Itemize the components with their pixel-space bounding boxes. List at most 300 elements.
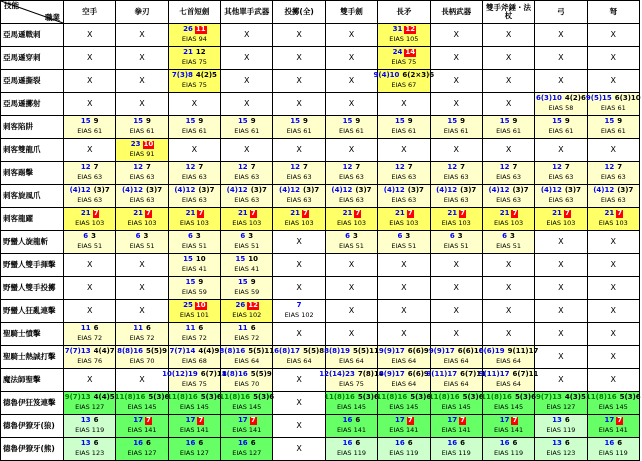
cell-eias-label: EIAS 51 — [391, 242, 417, 251]
data-cell-empty: X — [587, 300, 639, 323]
cell-breakpoint-values — [64, 417, 115, 426]
cell-breakpoint-values — [169, 49, 220, 58]
cell-value: 9 — [355, 117, 361, 126]
cell-eias-label: EIAS 63 — [391, 173, 417, 182]
cell-eias-label: EIAS 63 — [496, 196, 522, 205]
column-header-1: 拳刃 — [116, 1, 168, 24]
data-cell-empty: X — [535, 231, 587, 254]
cell-eias-label: EIAS 75 — [181, 380, 207, 389]
cell-breakpoint-values — [64, 164, 115, 173]
cell-value: 3 — [195, 232, 201, 241]
cell-eias-label: EIAS 59 — [234, 288, 260, 297]
cell-value: 7 — [355, 209, 361, 218]
cell-value: 3 — [510, 232, 515, 241]
cell-value: 15 — [185, 278, 196, 287]
cell-breakpoint-values — [326, 164, 377, 173]
cell-eias-label: EIAS 63 — [548, 196, 574, 205]
cell-eias-label: EIAS 64 — [234, 357, 260, 366]
cell-value: 9 — [512, 117, 518, 126]
data-cell-empty: X — [221, 70, 273, 93]
cell-value: (4)12 — [436, 186, 458, 195]
data-cell-empty: X — [430, 254, 482, 277]
table-row — [1, 24, 640, 47]
row-header-label: 亞馬遜撕裂 — [1, 70, 64, 93]
cell-eias-label: EIAS 105 — [389, 35, 419, 44]
cell-value: (4)12 — [488, 186, 510, 195]
data-cell — [587, 392, 639, 415]
cell-eias-label: EIAS 102 — [232, 311, 262, 320]
data-cell-empty: X — [535, 139, 587, 162]
cell-value: 6 — [355, 439, 361, 448]
data-cell — [325, 346, 377, 369]
cell-value: 9(11)17 — [478, 370, 510, 379]
data-cell-empty: X — [378, 300, 430, 323]
row-header-label: 聖騎士憤擊 — [1, 323, 64, 346]
cell-eias-label: EIAS 61 — [234, 127, 260, 136]
cell-value: (3)7 — [407, 186, 424, 195]
data-cell-empty: X — [168, 139, 220, 162]
cell-breakpoint-values — [431, 417, 482, 426]
cell-eias-label: EIAS 75 — [181, 58, 207, 67]
cell-eias-label: EIAS 103 — [598, 219, 628, 228]
cell-eias-label: EIAS 41 — [234, 265, 260, 274]
cell-breakpoint-values — [169, 394, 220, 403]
cell-value: 10 — [195, 255, 206, 264]
cell-value: 9 — [564, 117, 570, 126]
table-header-row — [1, 1, 640, 24]
cell-value: 6 — [198, 439, 204, 448]
cell-value: 11(8)16 — [114, 393, 146, 402]
cell-eias-label: EIAS 64 — [496, 357, 522, 366]
cell-value: 24 — [392, 48, 403, 57]
cell-eias-label: EIAS 94 — [181, 35, 207, 44]
data-cell-empty: X — [325, 323, 377, 346]
data-cell — [378, 162, 430, 185]
data-cell-empty: X — [587, 24, 639, 47]
cell-value: 5(5)8 — [303, 347, 325, 356]
data-cell-empty: X — [430, 277, 482, 300]
row-header-label: 德魯伊狂笈連擊 — [1, 392, 64, 415]
data-cell — [378, 24, 430, 47]
cell-value: 6(6)9 — [407, 347, 429, 356]
cell-eias-label: EIAS 103 — [284, 219, 314, 228]
table-row — [1, 392, 640, 415]
cell-breakpoint-values — [483, 417, 534, 426]
data-cell-empty: X — [273, 70, 325, 93]
cell-breakpoint-values — [116, 141, 167, 150]
data-cell — [64, 415, 116, 438]
data-cell — [116, 162, 168, 185]
cell-value: 7 — [617, 416, 623, 425]
cell-eias-label: EIAS 61 — [339, 127, 364, 136]
data-cell-empty: X — [221, 139, 273, 162]
cell-value: 12 — [195, 48, 206, 57]
column-header-3: 其他單手武器 — [221, 1, 273, 24]
data-cell — [221, 231, 273, 254]
cell-value: 6 — [240, 232, 246, 241]
data-cell — [325, 438, 377, 461]
cell-eias-label: EIAS 76 — [77, 357, 103, 366]
table-row — [1, 162, 640, 185]
corner-header — [1, 1, 64, 24]
data-cell-empty: X — [587, 70, 639, 93]
cell-value: 12 — [405, 25, 416, 34]
cell-value: 7 — [512, 209, 518, 218]
cell-value: 6 — [145, 324, 151, 333]
cell-breakpoint-values — [116, 187, 167, 196]
cell-eias-label: EIAS 61 — [286, 127, 312, 136]
cell-eias-label: EIAS 103 — [441, 219, 471, 228]
data-cell — [221, 323, 273, 346]
row-header-label: 刺客雙龍爪 — [1, 139, 64, 162]
data-cell-empty: X — [116, 24, 168, 47]
data-cell-empty: X — [64, 254, 116, 277]
cell-breakpoint-values — [483, 394, 534, 403]
row-header-label: 亞馬遜戰刺 — [1, 24, 64, 47]
cell-value: (4)12 — [69, 186, 91, 195]
cell-eias-label: EIAS 127 — [546, 403, 576, 412]
cell-value: 17 — [447, 416, 458, 425]
cell-value: 21 — [342, 209, 353, 218]
cell-eias-label: EIAS 70 — [129, 357, 155, 366]
cell-eias-label: EIAS 145 — [127, 403, 157, 412]
data-cell-empty: X — [482, 277, 534, 300]
cell-eias-label: EIAS 51 — [496, 242, 522, 251]
data-cell-empty: X — [430, 300, 482, 323]
column-header-9: 弓 — [535, 1, 587, 24]
cell-breakpoint-values — [535, 210, 586, 219]
data-cell-empty: X — [430, 139, 482, 162]
cell-eias-label: EIAS 61 — [391, 127, 417, 136]
cell-value: 16 — [133, 439, 143, 448]
data-cell-empty: X — [482, 70, 534, 93]
data-cell-empty: X — [587, 369, 639, 392]
cell-eias-label: EIAS 68 — [181, 357, 207, 366]
cell-eias-label: EIAS 119 — [546, 426, 576, 435]
cell-eias-label: EIAS 61 — [181, 127, 207, 136]
cell-value: 6 — [135, 232, 141, 241]
cell-breakpoint-values — [169, 256, 220, 265]
cell-breakpoint-values — [426, 370, 487, 380]
cell-breakpoint-values — [483, 118, 534, 127]
cell-value: (3)7 — [198, 186, 215, 195]
row-header-label: 刺客陷阱 — [1, 116, 64, 139]
data-cell-empty: X — [587, 254, 639, 277]
data-cell-empty: X — [273, 24, 325, 47]
cell-value: 9(11)17 — [507, 347, 539, 356]
cell-value: 4(4)9 — [198, 347, 220, 356]
data-cell — [587, 415, 639, 438]
cell-breakpoint-values — [378, 187, 429, 196]
cell-value: 21 — [604, 209, 615, 218]
cell-value: 17 — [499, 416, 510, 425]
data-cell — [168, 254, 220, 277]
cell-value: 5(5)9 — [250, 370, 272, 379]
cell-value: 11(8)16 — [585, 393, 617, 402]
corner-header-skill-label: 技能 — [4, 1, 19, 10]
cell-breakpoint-values — [221, 118, 272, 127]
cell-value: 11 — [195, 25, 206, 34]
data-cell — [116, 392, 168, 415]
cell-value: 7 — [407, 163, 413, 172]
data-cell — [325, 231, 377, 254]
cell-breakpoint-values — [319, 370, 384, 380]
data-cell — [430, 346, 482, 369]
data-cell-empty: X — [535, 24, 587, 47]
cell-value: 10 — [248, 255, 258, 264]
data-cell-empty: X — [482, 300, 534, 323]
cell-value: 9(9)17 — [428, 347, 455, 356]
data-cell-empty: X — [587, 231, 639, 254]
cell-eias-label: EIAS 63 — [391, 196, 417, 205]
cell-value: 6 — [449, 232, 455, 241]
data-cell — [482, 231, 534, 254]
cell-value: (4)12 — [279, 186, 301, 195]
cell-eias-label: EIAS 51 — [339, 242, 364, 251]
cell-value: 6 — [188, 232, 193, 241]
data-cell-empty: X — [273, 277, 325, 300]
cell-eias-label: EIAS 127 — [75, 403, 105, 412]
table-row — [1, 208, 640, 231]
cell-eias-label: EIAS 75 — [339, 380, 364, 389]
table-body — [1, 24, 640, 461]
data-cell-empty: X — [482, 139, 534, 162]
data-cell — [116, 139, 168, 162]
cell-value: 11(8)16 — [481, 393, 512, 402]
cell-breakpoint-values — [64, 210, 115, 219]
cell-breakpoint-values — [169, 26, 220, 35]
cell-breakpoint-values — [483, 233, 534, 242]
cell-eias-label: EIAS 63 — [234, 173, 260, 182]
row-header-label: 刺客旋風爪 — [1, 185, 64, 208]
cell-value: 15 — [235, 255, 246, 264]
cell-value: 15 — [447, 117, 458, 126]
cell-value: 21 — [552, 209, 562, 218]
cell-breakpoint-values — [273, 164, 324, 173]
data-cell — [273, 300, 325, 323]
cell-eias-label: EIAS 64 — [443, 357, 469, 366]
cell-eias-label: EIAS 63 — [77, 173, 103, 182]
data-cell-empty: X — [587, 346, 639, 369]
cell-eias-label: EIAS 67 — [391, 81, 417, 90]
cell-value: (3)7 — [355, 186, 372, 195]
cell-eias-label: EIAS 63 — [181, 173, 207, 182]
cell-eias-label: EIAS 141 — [336, 426, 367, 435]
data-cell-empty: X — [430, 70, 482, 93]
cell-eias-label: EIAS 51 — [181, 242, 207, 251]
cell-breakpoint-values — [326, 233, 377, 242]
cell-eias-label: EIAS 51 — [443, 242, 469, 251]
data-cell-empty: X — [325, 300, 377, 323]
cell-breakpoint-values — [585, 94, 641, 104]
cell-breakpoint-values — [273, 187, 324, 196]
column-header-2: 七首短劍 — [168, 1, 220, 24]
cell-value: 7 — [296, 301, 302, 310]
cell-breakpoint-values — [64, 187, 115, 196]
cell-breakpoint-values — [116, 348, 167, 357]
data-cell — [378, 116, 430, 139]
cell-value: 12 — [185, 163, 196, 172]
cell-breakpoint-values — [373, 71, 435, 81]
cell-value: 5(3)6 — [410, 393, 432, 402]
cell-eias-label: EIAS 91 — [129, 150, 155, 159]
column-header-6: 長矛 — [378, 1, 430, 24]
cell-breakpoint-values — [114, 393, 170, 403]
data-cell — [587, 185, 639, 208]
data-cell — [430, 231, 482, 254]
cell-breakpoint-values — [588, 417, 639, 426]
data-cell — [482, 116, 534, 139]
data-cell — [221, 415, 273, 438]
cell-value: 7 — [198, 163, 204, 172]
data-cell — [116, 116, 168, 139]
cell-breakpoint-values — [478, 347, 539, 357]
cell-value: 6 — [397, 232, 403, 241]
cell-value: 21 — [185, 209, 196, 218]
cell-value: 5(3)6 — [619, 393, 641, 402]
cell-value: 8(8)16 — [219, 347, 246, 356]
cell-breakpoint-values — [326, 440, 377, 449]
cell-breakpoint-values — [221, 325, 272, 334]
cell-eias-label: EIAS 141 — [389, 426, 419, 435]
data-cell — [168, 162, 220, 185]
cell-eias-label: EIAS 103 — [546, 219, 576, 228]
data-cell-empty: X — [116, 300, 168, 323]
cell-value: 7 — [145, 416, 151, 425]
data-cell — [325, 116, 377, 139]
cell-breakpoint-values — [116, 440, 167, 449]
cell-value: 16 — [499, 439, 510, 448]
cell-value: 12 — [248, 301, 258, 310]
cell-eias-label: EIAS 75 — [181, 81, 207, 90]
cell-eias-label: EIAS 72 — [129, 334, 155, 343]
cell-value: 21 — [499, 209, 510, 218]
cell-value: 7 — [198, 209, 204, 218]
cell-breakpoint-values — [588, 118, 639, 127]
data-cell — [221, 392, 273, 415]
data-cell — [64, 231, 116, 254]
data-cell-empty: X — [221, 47, 273, 70]
data-cell-empty: X — [116, 369, 168, 392]
cell-value: 5(3)6 — [462, 393, 484, 402]
row-header-label: 魔法師聖擊 — [1, 369, 64, 392]
cell-value: 6(7)11 — [512, 370, 539, 379]
cell-value: 16 — [447, 439, 458, 448]
cell-breakpoint-values — [219, 393, 275, 403]
data-cell — [430, 162, 482, 185]
table-row — [1, 277, 640, 300]
cell-value: 12 — [133, 163, 143, 172]
data-cell — [482, 162, 534, 185]
cell-breakpoint-values — [273, 302, 324, 311]
cell-breakpoint-values — [169, 279, 220, 288]
data-cell — [221, 208, 273, 231]
row-header-label: 野蠻人雙手投擲 — [1, 277, 64, 300]
data-cell-empty: X — [273, 438, 325, 461]
cell-value: 15 — [552, 117, 562, 126]
cell-eias-label: EIAS 63 — [443, 173, 469, 182]
cell-breakpoint-values — [378, 26, 429, 35]
cell-eias-label: EIAS 63 — [129, 173, 155, 182]
cell-breakpoint-values — [535, 187, 586, 196]
cell-eias-label: EIAS 141 — [127, 426, 157, 435]
cell-value: (4)12 — [121, 186, 143, 195]
cell-value: 6(2×3)6 — [402, 71, 435, 80]
cell-value: 9 — [198, 278, 204, 287]
cell-value: 6 — [83, 232, 89, 241]
cell-value: 7 — [355, 163, 361, 172]
cell-value: 9(7)13 — [64, 393, 91, 402]
cell-eias-label: EIAS 61 — [548, 127, 574, 136]
cell-value: (3)7 — [564, 186, 581, 195]
row-header-label: 刺客龍躍 — [1, 208, 64, 231]
cell-value: 7 — [407, 416, 413, 425]
cell-eias-label: EIAS 63 — [286, 173, 312, 182]
cell-eias-label: EIAS 103 — [389, 219, 419, 228]
cell-value: (4)12 — [226, 186, 248, 195]
cell-value: 5(5)9 — [145, 347, 167, 356]
cell-eias-label: EIAS 64 — [339, 357, 364, 366]
cell-value: 8(8)19 — [324, 347, 350, 356]
data-cell-empty: X — [273, 47, 325, 70]
cell-breakpoint-values — [162, 370, 227, 380]
cell-value: 7(7)14 — [169, 347, 196, 356]
cell-eias-label: EIAS 103 — [232, 219, 262, 228]
cell-value: (4)12 — [593, 186, 615, 195]
cell-breakpoint-values — [378, 210, 429, 219]
data-cell — [168, 346, 220, 369]
data-cell-empty: X — [378, 254, 430, 277]
data-cell — [482, 438, 534, 461]
column-header-10: 弩 — [587, 1, 639, 24]
data-cell-empty: X — [587, 47, 639, 70]
cell-value: 9 — [460, 117, 465, 126]
data-cell-empty: X — [535, 369, 587, 392]
data-cell — [221, 185, 273, 208]
cell-eias-label: EIAS 63 — [234, 196, 260, 205]
data-cell-empty: X — [64, 24, 116, 47]
data-cell-empty: X — [64, 139, 116, 162]
data-cell — [64, 323, 116, 346]
data-cell — [587, 116, 639, 139]
cell-value: 6 — [93, 416, 99, 425]
cell-eias-label: EIAS 63 — [443, 196, 469, 205]
data-cell — [221, 162, 273, 185]
data-cell — [325, 208, 377, 231]
cell-eias-label: EIAS 145 — [389, 403, 419, 412]
cell-value: 10 — [195, 301, 206, 310]
data-cell — [535, 392, 587, 415]
data-cell-empty: X — [535, 47, 587, 70]
cell-breakpoint-values — [378, 417, 429, 426]
cell-breakpoint-values — [535, 164, 586, 173]
cell-value: 21 — [290, 209, 301, 218]
cell-breakpoint-values — [535, 417, 586, 426]
cell-eias-label: EIAS 127 — [232, 449, 262, 458]
cell-value: 12 — [395, 163, 405, 172]
data-cell — [116, 415, 168, 438]
cell-breakpoint-values — [588, 164, 639, 173]
row-header-label: 野蠻人狂亂連擊 — [1, 300, 64, 323]
cell-value: (4)12 — [174, 186, 196, 195]
data-cell — [378, 47, 430, 70]
cell-value: 6 — [355, 416, 361, 425]
data-cell — [378, 438, 430, 461]
cell-value: 13 — [552, 416, 562, 425]
data-cell — [535, 438, 587, 461]
data-cell — [168, 438, 220, 461]
cell-breakpoint-values — [64, 118, 115, 127]
